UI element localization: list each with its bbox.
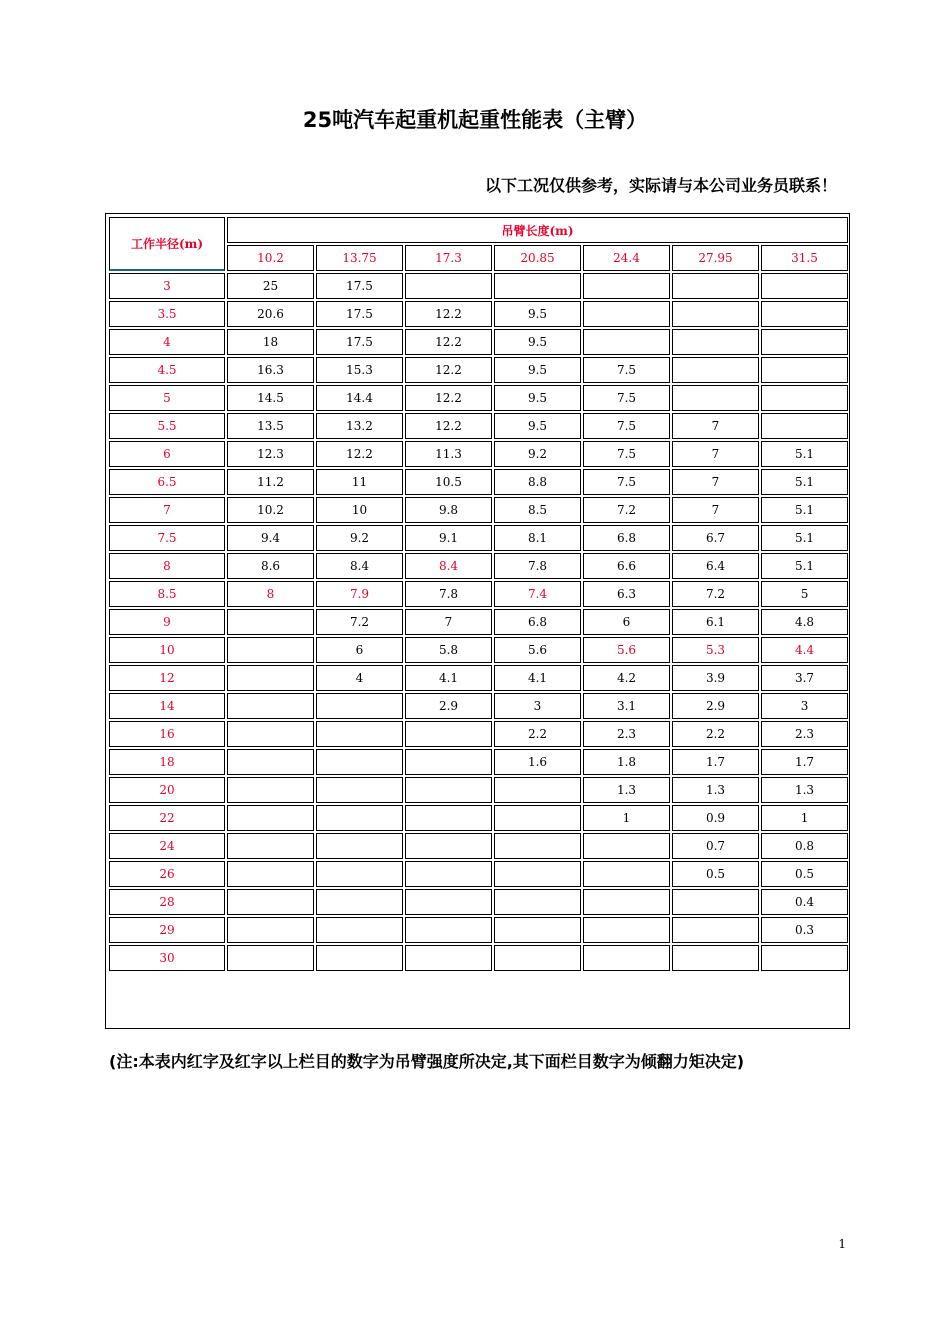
table-row <box>109 385 848 411</box>
capacity-cell: 5.1 <box>761 553 848 579</box>
boom-length-cell: 20.85 <box>494 245 581 271</box>
capacity-cell: 10.5 <box>405 469 492 495</box>
page-number: 1 <box>838 1237 846 1251</box>
capacity-cell <box>316 693 403 719</box>
capacity-cell: 7 <box>672 497 759 523</box>
capacity-cell <box>227 777 314 803</box>
capacity-cell <box>494 273 581 299</box>
capacity-cell: 25 <box>227 273 314 299</box>
table-row <box>109 833 848 859</box>
capacity-cell: 5 <box>761 581 848 607</box>
boom-length-cell: 24.4 <box>583 245 670 271</box>
capacity-cell: 4.1 <box>405 665 492 691</box>
capacity-cell: 12.3 <box>227 441 314 467</box>
capacity-cell <box>583 945 670 971</box>
capacity-cell: 4.1 <box>494 665 581 691</box>
capacity-cell: 14.4 <box>316 385 403 411</box>
radius-cell: 7 <box>109 497 225 523</box>
table-row <box>109 945 848 971</box>
capacity-cell: 1 <box>583 805 670 831</box>
capacity-cell: 20.6 <box>227 301 314 327</box>
capacity-cell <box>583 917 670 943</box>
capacity-cell <box>672 329 759 355</box>
capacity-cell: 9.2 <box>316 525 403 551</box>
table-row <box>109 497 848 523</box>
table-row <box>109 609 848 635</box>
capacity-cell <box>494 945 581 971</box>
capacity-cell: 2.9 <box>405 693 492 719</box>
table-row <box>109 441 848 467</box>
capacity-cell: 2.2 <box>494 721 581 747</box>
capacity-cell: 6 <box>583 609 670 635</box>
radius-cell: 12 <box>109 665 225 691</box>
capacity-cell: 9.4 <box>227 525 314 551</box>
capacity-cell: 4.2 <box>583 665 670 691</box>
radius-cell: 8.5 <box>109 581 225 607</box>
radius-cell: 6 <box>109 441 225 467</box>
radius-cell: 20 <box>109 777 225 803</box>
capacity-cell: 4.4 <box>761 637 848 663</box>
capacity-cell <box>761 301 848 327</box>
capacity-cell <box>227 889 314 915</box>
capacity-cell <box>672 273 759 299</box>
capacity-cell <box>316 721 403 747</box>
capacity-cell <box>672 945 759 971</box>
capacity-cell <box>227 637 314 663</box>
capacity-cell: 0.3 <box>761 917 848 943</box>
boom-length-header: 吊臂长度(m) <box>227 217 848 243</box>
capacity-cell: 12.2 <box>405 413 492 439</box>
capacity-cell <box>405 777 492 803</box>
capacity-cell <box>405 805 492 831</box>
capacity-cell <box>227 945 314 971</box>
capacity-cell: 7.2 <box>316 609 403 635</box>
capacity-cell: 1.8 <box>583 749 670 775</box>
table-row <box>109 553 848 579</box>
capacity-cell: 8 <box>227 581 314 607</box>
capacity-cell: 1.3 <box>672 777 759 803</box>
capacity-cell: 5.1 <box>761 469 848 495</box>
boom-length-cell: 27.95 <box>672 245 759 271</box>
capacity-cell <box>405 833 492 859</box>
capacity-cell: 12.2 <box>316 441 403 467</box>
capacity-cell: 9.8 <box>405 497 492 523</box>
capacity-cell <box>316 777 403 803</box>
capacity-cell <box>227 805 314 831</box>
boom-length-cell: 13.75 <box>316 245 403 271</box>
boom-length-cell: 10.2 <box>227 245 314 271</box>
capacity-cell: 5.3 <box>672 637 759 663</box>
table-row <box>109 469 848 495</box>
capacity-cell <box>583 301 670 327</box>
radius-cell: 24 <box>109 833 225 859</box>
capacity-cell: 14.5 <box>227 385 314 411</box>
capacity-cell <box>583 273 670 299</box>
capacity-cell: 1.3 <box>761 777 848 803</box>
capacity-cell <box>583 861 670 887</box>
capacity-cell <box>316 833 403 859</box>
capacity-cell <box>672 301 759 327</box>
radius-cell: 29 <box>109 917 225 943</box>
table-row <box>109 805 848 831</box>
capacity-cell: 1.7 <box>761 749 848 775</box>
table-row <box>109 273 848 299</box>
capacity-cell: 9.5 <box>494 385 581 411</box>
capacity-cell: 11.2 <box>227 469 314 495</box>
capacity-cell: 7 <box>672 469 759 495</box>
capacity-cell: 17.5 <box>316 301 403 327</box>
page-title: 25吨汽车起重机起重性能表（主臂） <box>302 108 648 132</box>
capacity-cell: 10.2 <box>227 497 314 523</box>
table-row <box>109 889 848 915</box>
capacity-cell: 7.2 <box>672 581 759 607</box>
capacity-cell: 12.2 <box>405 385 492 411</box>
table-row <box>109 665 848 691</box>
table-row <box>109 721 848 747</box>
capacity-cell: 6.3 <box>583 581 670 607</box>
capacity-cell: 0.7 <box>672 833 759 859</box>
capacity-cell <box>316 805 403 831</box>
capacity-cell: 9.5 <box>494 413 581 439</box>
capacity-cell: 5.6 <box>583 637 670 663</box>
table-row <box>109 749 848 775</box>
radius-cell: 8 <box>109 553 225 579</box>
capacity-cell: 1.7 <box>672 749 759 775</box>
capacity-cell: 6.8 <box>583 525 670 551</box>
capacity-cell <box>583 329 670 355</box>
radius-column-header: 工作半径(m) <box>109 217 225 271</box>
capacity-cell: 7.5 <box>583 469 670 495</box>
capacity-cell: 0.4 <box>761 889 848 915</box>
capacity-cell: 3.1 <box>583 693 670 719</box>
capacity-cell: 8.6 <box>227 553 314 579</box>
table-row <box>109 693 848 719</box>
capacity-cell <box>227 693 314 719</box>
capacity-cell: 9.5 <box>494 329 581 355</box>
capacity-cell: 13.2 <box>316 413 403 439</box>
capacity-cell: 2.9 <box>672 693 759 719</box>
radius-cell: 3 <box>109 273 225 299</box>
capacity-cell <box>761 357 848 383</box>
capacity-cell <box>672 385 759 411</box>
table-row <box>109 357 848 383</box>
capacity-cell: 2.3 <box>761 721 848 747</box>
capacity-cell <box>761 413 848 439</box>
capacity-cell: 9.5 <box>494 301 581 327</box>
capacity-cell: 6.6 <box>583 553 670 579</box>
capacity-cell <box>227 749 314 775</box>
capacity-cell: 9.2 <box>494 441 581 467</box>
footnote: (注:本表内红字及红字以上栏目的数字为吊臂强度所决定,其下面栏目数字为倾翻力矩决定) <box>109 1052 745 1071</box>
capacity-cell <box>494 889 581 915</box>
capacity-cell <box>761 329 848 355</box>
capacity-cell: 7 <box>672 441 759 467</box>
capacity-cell <box>672 917 759 943</box>
capacity-cell: 4.8 <box>761 609 848 635</box>
radius-cell: 26 <box>109 861 225 887</box>
capacity-cell <box>494 861 581 887</box>
capacity-cell: 11 <box>316 469 403 495</box>
capacity-cell <box>405 273 492 299</box>
capacity-cell <box>316 917 403 943</box>
radius-cell: 14 <box>109 693 225 719</box>
capacity-cell <box>405 917 492 943</box>
capacity-cell <box>494 917 581 943</box>
radius-cell: 10 <box>109 637 225 663</box>
capacity-cell: 3.7 <box>761 665 848 691</box>
capacity-cell: 6.8 <box>494 609 581 635</box>
capacity-cell: 7.4 <box>494 581 581 607</box>
radius-cell: 5.5 <box>109 413 225 439</box>
capacity-cell <box>227 833 314 859</box>
radius-cell: 18 <box>109 749 225 775</box>
capacity-cell: 7.8 <box>494 553 581 579</box>
table-row <box>109 525 848 551</box>
capacity-cell: 1.3 <box>583 777 670 803</box>
boom-length-cell: 17.3 <box>405 245 492 271</box>
radius-cell: 30 <box>109 945 225 971</box>
table-row <box>109 777 848 803</box>
capacity-cell: 16.3 <box>227 357 314 383</box>
capacity-cell: 8.4 <box>405 553 492 579</box>
load-chart-body <box>109 217 848 971</box>
radius-cell: 4.5 <box>109 357 225 383</box>
capacity-cell <box>316 889 403 915</box>
load-chart-table-frame <box>105 213 850 1029</box>
capacity-cell <box>405 889 492 915</box>
capacity-cell: 6 <box>316 637 403 663</box>
capacity-cell <box>672 357 759 383</box>
radius-cell: 5 <box>109 385 225 411</box>
capacity-cell: 13.5 <box>227 413 314 439</box>
capacity-cell <box>583 833 670 859</box>
radius-cell: 28 <box>109 889 225 915</box>
capacity-cell <box>316 861 403 887</box>
capacity-cell: 7.5 <box>583 413 670 439</box>
capacity-cell <box>316 749 403 775</box>
capacity-cell: 7.2 <box>583 497 670 523</box>
capacity-cell <box>405 721 492 747</box>
capacity-cell <box>227 917 314 943</box>
table-row <box>109 413 848 439</box>
capacity-cell <box>227 861 314 887</box>
capacity-cell: 15.3 <box>316 357 403 383</box>
capacity-cell: 6.4 <box>672 553 759 579</box>
capacity-cell: 2.2 <box>672 721 759 747</box>
table-row <box>109 637 848 663</box>
capacity-cell <box>405 861 492 887</box>
capacity-cell: 2.3 <box>583 721 670 747</box>
table-row <box>109 861 848 887</box>
capacity-cell <box>761 945 848 971</box>
capacity-cell: 0.9 <box>672 805 759 831</box>
capacity-cell: 3 <box>761 693 848 719</box>
capacity-cell <box>227 609 314 635</box>
capacity-cell <box>227 721 314 747</box>
capacity-cell: 5.8 <box>405 637 492 663</box>
radius-cell: 7.5 <box>109 525 225 551</box>
capacity-cell: 10 <box>316 497 403 523</box>
capacity-cell: 5.1 <box>761 497 848 523</box>
capacity-cell <box>672 889 759 915</box>
capacity-cell: 18 <box>227 329 314 355</box>
capacity-cell: 7.5 <box>583 357 670 383</box>
load-chart-table <box>107 215 850 973</box>
radius-cell: 4 <box>109 329 225 355</box>
table-row <box>109 301 848 327</box>
capacity-cell: 8.5 <box>494 497 581 523</box>
capacity-cell: 1.6 <box>494 749 581 775</box>
capacity-cell: 5.6 <box>494 637 581 663</box>
capacity-cell <box>583 889 670 915</box>
capacity-cell: 5.1 <box>761 441 848 467</box>
capacity-cell: 12.2 <box>405 301 492 327</box>
radius-cell: 9 <box>109 609 225 635</box>
capacity-cell: 8.4 <box>316 553 403 579</box>
capacity-cell: 7 <box>672 413 759 439</box>
capacity-cell <box>316 945 403 971</box>
capacity-cell: 17.5 <box>316 273 403 299</box>
capacity-cell: 9.5 <box>494 357 581 383</box>
capacity-cell: 3.9 <box>672 665 759 691</box>
capacity-cell: 0.5 <box>761 861 848 887</box>
capacity-cell: 8.1 <box>494 525 581 551</box>
capacity-cell: 12.2 <box>405 357 492 383</box>
capacity-cell <box>405 945 492 971</box>
capacity-cell: 6.7 <box>672 525 759 551</box>
radius-cell: 22 <box>109 805 225 831</box>
capacity-cell: 0.8 <box>761 833 848 859</box>
capacity-cell: 17.5 <box>316 329 403 355</box>
capacity-cell: 6.1 <box>672 609 759 635</box>
capacity-cell <box>494 833 581 859</box>
capacity-cell <box>227 665 314 691</box>
capacity-cell: 7 <box>405 609 492 635</box>
capacity-cell: 7.5 <box>583 441 670 467</box>
table-row <box>109 917 848 943</box>
capacity-cell <box>761 385 848 411</box>
radius-cell: 16 <box>109 721 225 747</box>
capacity-cell: 4 <box>316 665 403 691</box>
capacity-cell <box>405 749 492 775</box>
boom-length-cell: 31.5 <box>761 245 848 271</box>
capacity-cell: 1 <box>761 805 848 831</box>
capacity-cell <box>761 273 848 299</box>
radius-cell: 6.5 <box>109 469 225 495</box>
capacity-cell: 12.2 <box>405 329 492 355</box>
radius-cell: 3.5 <box>109 301 225 327</box>
capacity-cell: 0.5 <box>672 861 759 887</box>
capacity-cell <box>494 805 581 831</box>
header-row-1 <box>109 217 848 243</box>
capacity-cell: 5.1 <box>761 525 848 551</box>
disclaimer-text: 以下工况仅供参考，实际请与本公司业务员联系！ <box>484 176 837 195</box>
capacity-cell: 7.9 <box>316 581 403 607</box>
capacity-cell: 9.1 <box>405 525 492 551</box>
capacity-cell: 7.5 <box>583 385 670 411</box>
capacity-cell <box>494 777 581 803</box>
capacity-cell: 3 <box>494 693 581 719</box>
capacity-cell: 7.8 <box>405 581 492 607</box>
capacity-cell: 11.3 <box>405 441 492 467</box>
table-row <box>109 581 848 607</box>
capacity-cell: 8.8 <box>494 469 581 495</box>
table-row <box>109 329 848 355</box>
